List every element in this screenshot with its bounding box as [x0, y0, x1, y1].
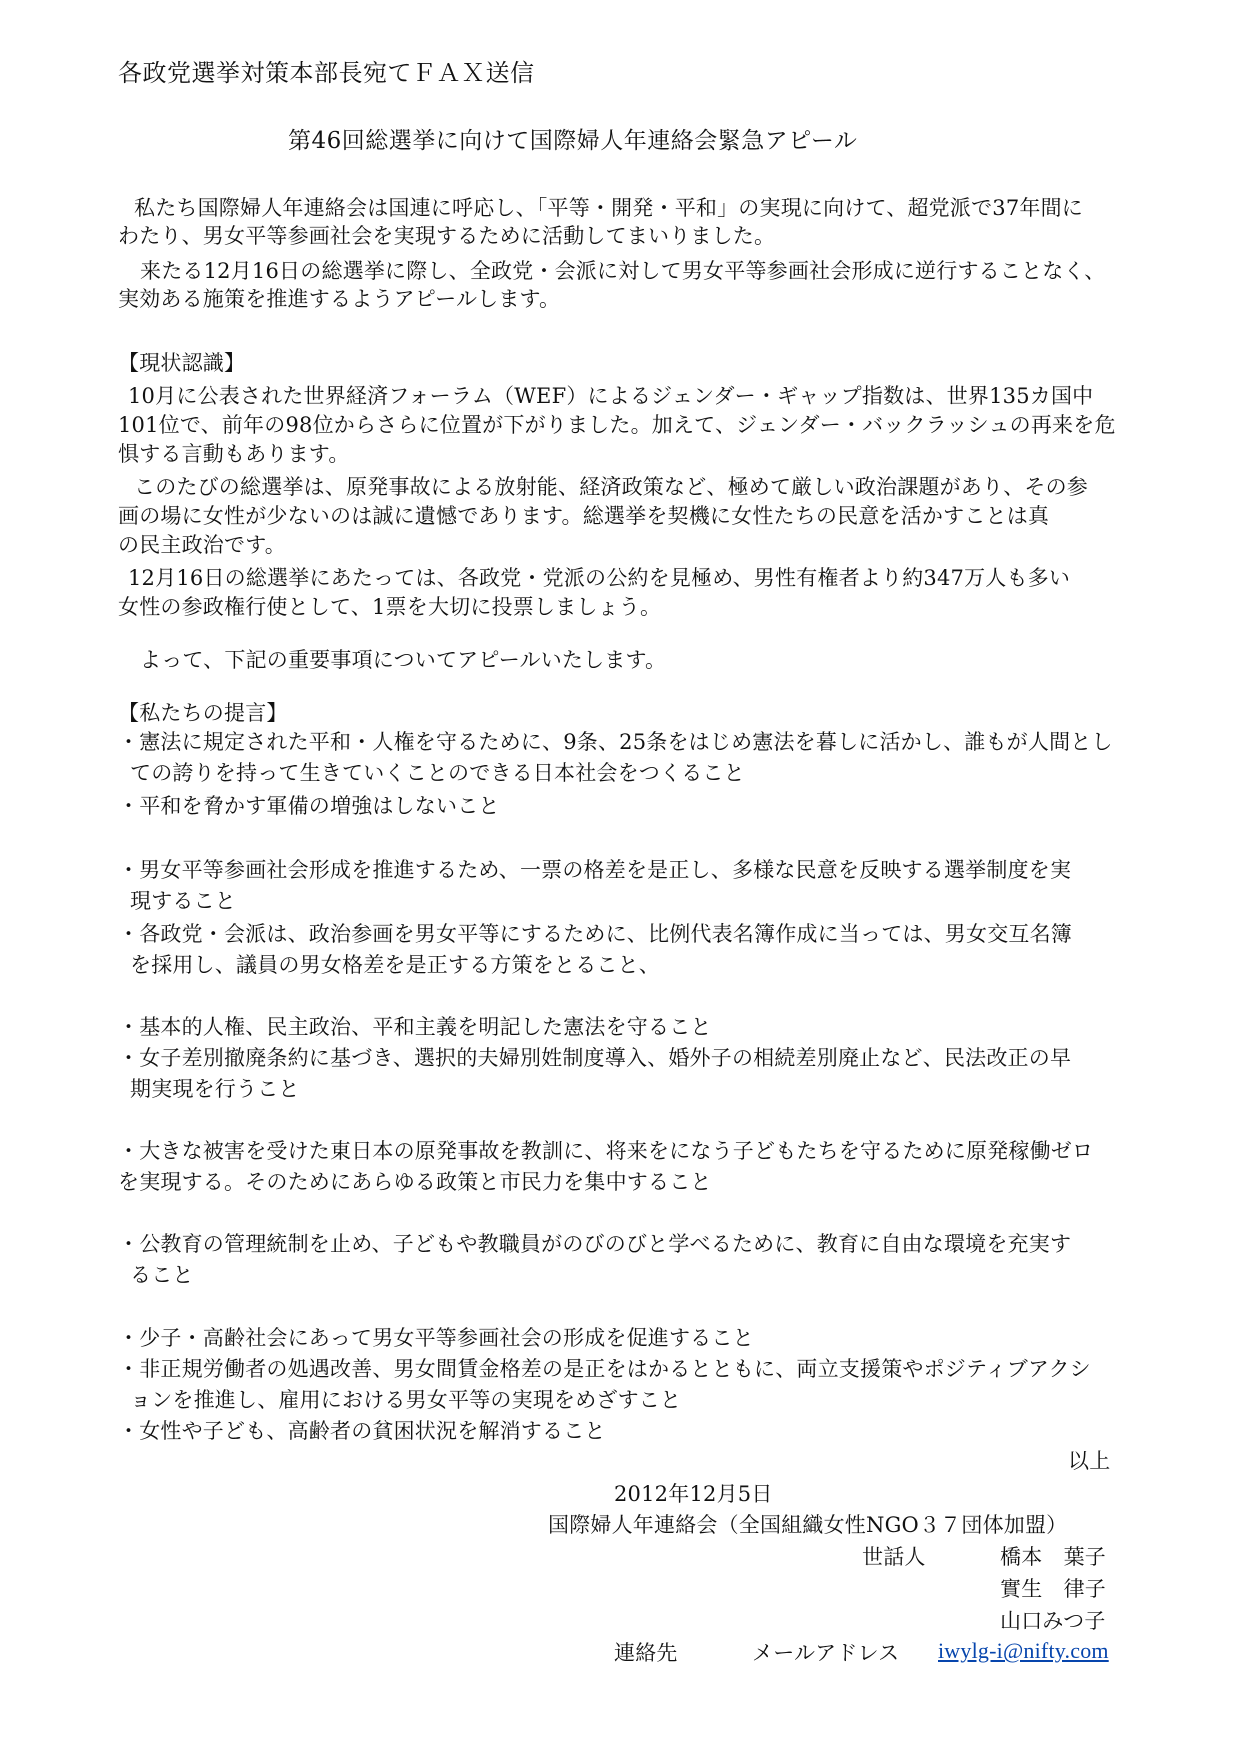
- proposal-line: ・少子・高齢社会にあって男女平等参画社会の形成を促進すること: [118, 1326, 754, 1350]
- status-line: の民主政治です。: [118, 533, 286, 557]
- status-line: 画の場に女性が少ないのは誠に遺憾であります。総選挙を契機に女性たちの民意を活かすことは真: [118, 504, 1050, 528]
- section-heading: 【現状認識】: [118, 351, 246, 375]
- end-mark: 以上: [1068, 1449, 1111, 1473]
- email-label: メールアドレス: [752, 1641, 900, 1665]
- status-line: 10月に公表された世界経済フォーラム（WEF）によるジェンダー・ギャップ指数は、世界135カ国中: [128, 384, 1094, 408]
- role-label: 世話人: [862, 1545, 926, 1569]
- contact-label: 連絡先: [614, 1641, 678, 1665]
- appeal-intro-line: よって、下記の重要事項についてアピールいたします。: [140, 648, 667, 672]
- proposal-line: ョンを推進し、雇用における男女平等の実現をめざすこと: [130, 1388, 682, 1412]
- date: 2012年12月5日: [614, 1482, 773, 1506]
- proposal-line: ・非正規労働者の処遇改善、男女間賃金格差の是正をはかるとともに、両立支援策やポジティブアクシ: [118, 1357, 1091, 1381]
- coordinator-name: 橋本 葉子: [1000, 1545, 1106, 1569]
- intro-line: 来たる12月16日の総選挙に際し、全政党・会派に対して男女平等参画社会形成に逆行することなく、: [140, 259, 1106, 283]
- section-heading: 【私たちの提言】: [118, 701, 288, 725]
- intro-line: わたり、男女平等参画社会を実現するために活動してまいりました。: [118, 224, 776, 248]
- organization: 国際婦人年連絡会（全国組織女性NGO３７団体加盟）: [548, 1513, 1068, 1537]
- coordinator-name: 山口みつ子: [1000, 1609, 1106, 1633]
- proposal-line: ・平和を脅かす軍備の増強はしないこと: [118, 794, 500, 818]
- intro-line: 実効ある施策を推進するようアピールします。: [118, 287, 561, 311]
- proposal-line: を実現する。そのためにあらゆる政策と市民力を集中すること: [118, 1170, 712, 1194]
- proposal-line: ての誇りを持って生きていくことのできる日本社会をつくること: [130, 761, 745, 785]
- coordinator-name: 實生 律子: [1000, 1577, 1106, 1601]
- proposal-line: ・大きな被害を受けた東日本の原発事故を教訓に、将来をになう子どもたちを守るために原発稼働ゼロ: [118, 1139, 1094, 1163]
- proposal-line: 現すること: [130, 889, 236, 913]
- proposal-line: ・公教育の管理統制を止め、子どもや教職員がのびのびと学べるために、教育に自由な環境を充実す: [118, 1232, 1072, 1256]
- status-line: このたびの総選挙は、原発事故による放射能、経済政策など、極めて厳しい政治課題があり、その参: [134, 475, 1088, 499]
- proposal-line: を採用し、議員の男女格差を是正する方策をとること、: [130, 953, 660, 977]
- proposal-line: 期実現を行うこと: [130, 1077, 300, 1101]
- proposal-line: ・女性や子ども、高齢者の貧困状況を解消すること: [118, 1419, 606, 1443]
- document-title: 第46回総選挙に向けて国際婦人年連絡会緊急アピール: [288, 128, 858, 154]
- email-wrap: [938, 1636, 1109, 1666]
- proposal-line: ・基本的人権、民主政治、平和主義を明記した憲法を守ること: [118, 1015, 712, 1039]
- proposal-line: ・男女平等参画社会形成を推進するため、一票の格差を是正し、多様な民意を反映する選挙制度を実: [118, 858, 1072, 882]
- proposal-line: ・憲法に規定された平和・人権を守るために、9条、25条をはじめ憲法を暮しに活かし、誰もが人間とし: [118, 730, 1113, 754]
- status-line: 101位で、前年の98位からさらに位置が下がりました。加えて、ジェンダー・バックラッシュの再来を危: [118, 413, 1116, 437]
- intro-line: 私たち国際婦人年連絡会は国連に呼応し、「平等・開発・平和」の実現に向けて、超党派で37年間に: [134, 196, 1083, 220]
- status-line: 女性の参政権行使として、1票を大切に投票しましょう。: [118, 595, 662, 619]
- proposal-line: ること: [130, 1263, 194, 1287]
- status-line: 12月16日の総選挙にあたっては、各政党・党派の公約を見極め、男性有権者より約347万人も多い: [128, 566, 1071, 590]
- email-link[interactable]: iwylg-i@nifty.com: [938, 1638, 1109, 1663]
- fax-header: 各政党選挙対策本部長宛てＦＡＸ送信: [118, 59, 535, 87]
- status-line: 惧する言動もあります。: [118, 442, 350, 466]
- proposal-line: ・各政党・会派は、政治参画を男女平等にするために、比例代表名簿作成に当っては、男女交互名簿: [118, 922, 1072, 946]
- proposal-line: ・女子差別撤廃条約に基づき、選択的夫婦別姓制度導入、婚外子の相続差別廃止など、民法改正の早: [118, 1046, 1072, 1070]
